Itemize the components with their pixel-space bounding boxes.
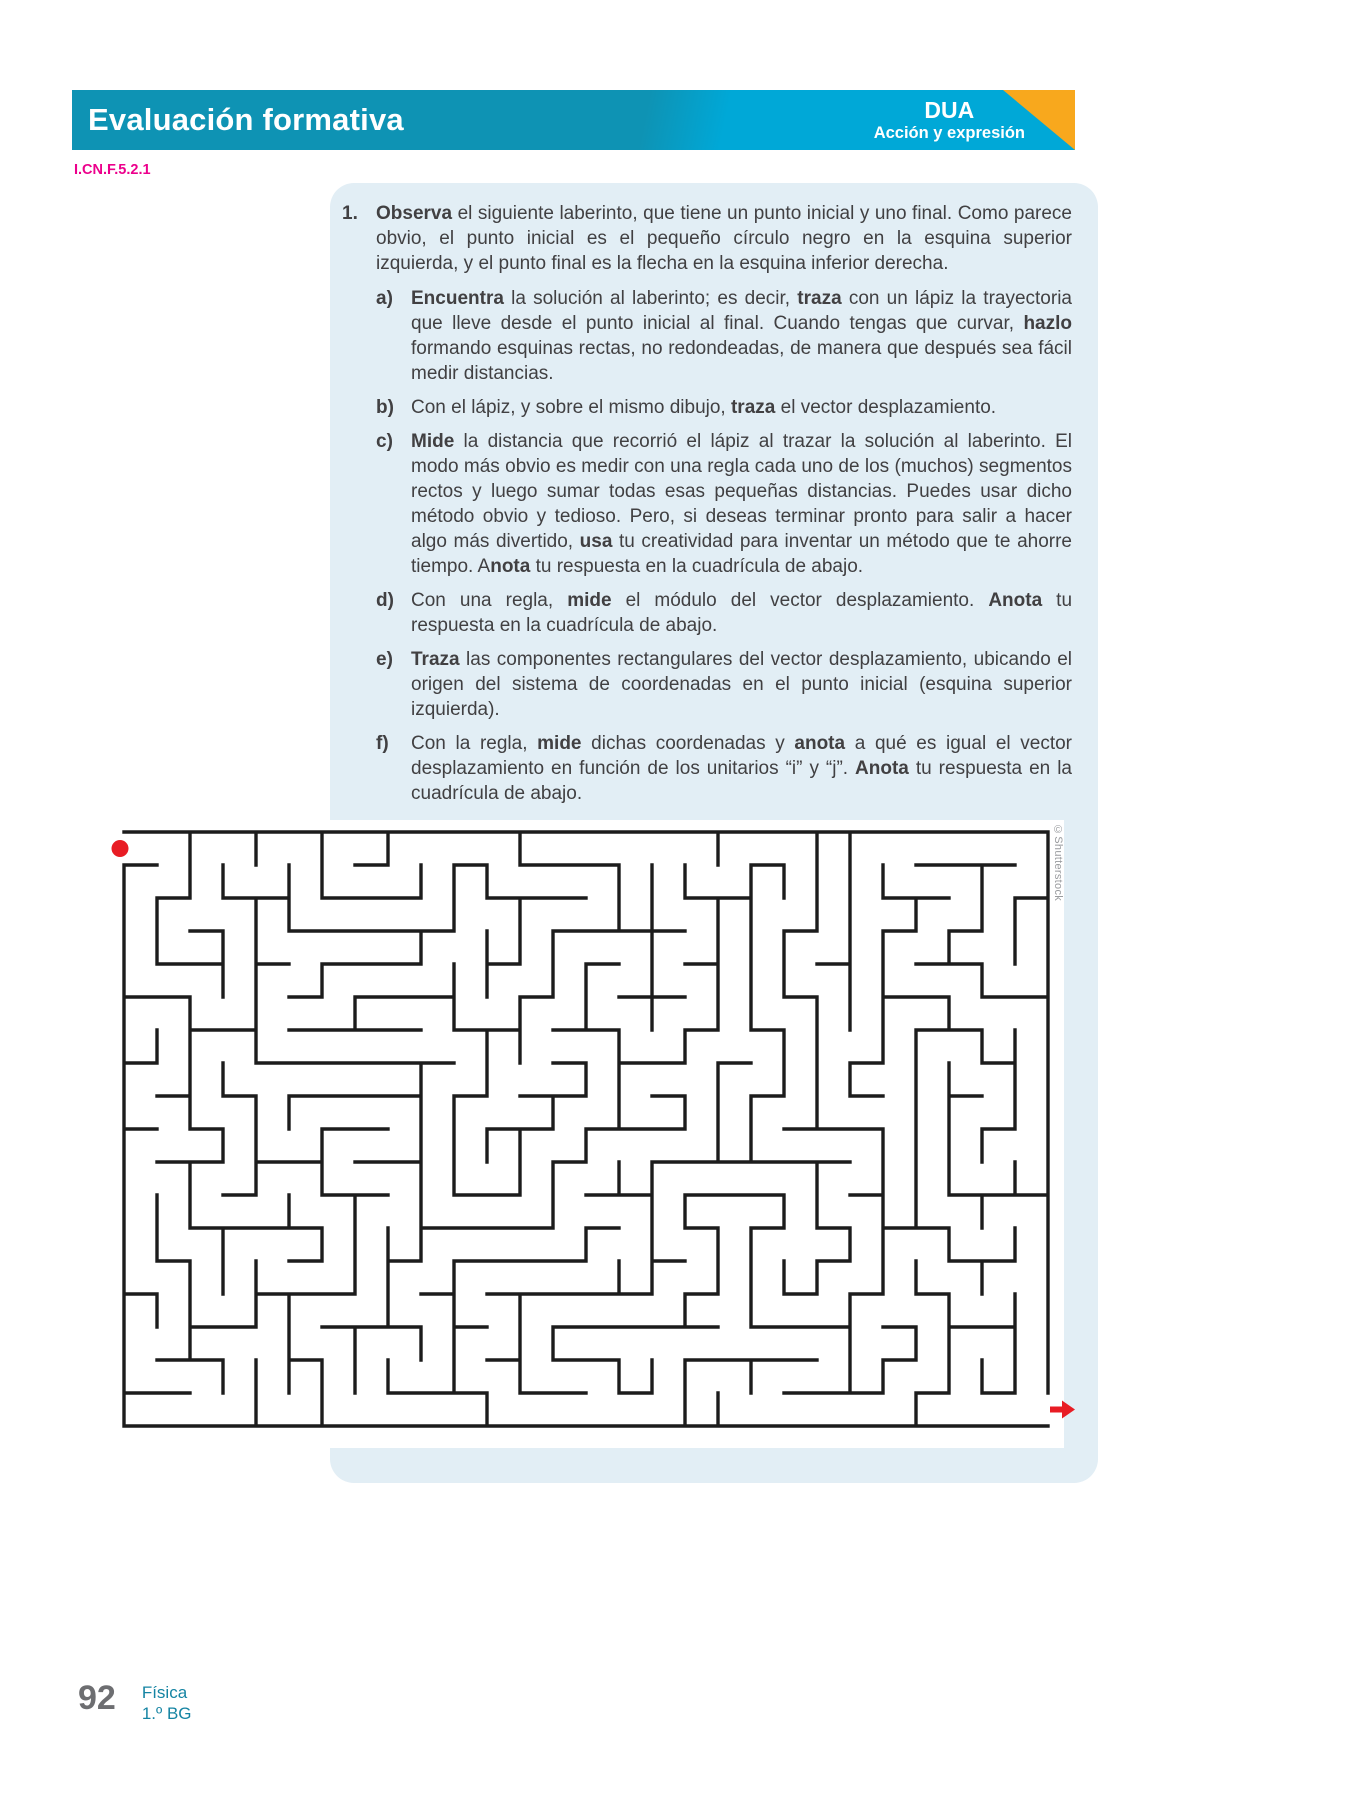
item-b-label: b) — [376, 397, 394, 418]
item-d-text: Con una regla, mide el módulo del vector desplazamiento. Anota tu respuesta en la cuadrícula de abajo. — [411, 590, 1073, 636]
exercise-item-c — [376, 429, 1072, 579]
footer-meta — [142, 1680, 192, 1724]
exercise-number: 1. — [342, 203, 358, 224]
item-a-label: a) — [376, 288, 393, 309]
maze-svg — [114, 820, 1089, 1440]
exercise-intro: Observa el siguiente laberinto, que tiene un punto inicial y uno final. Como parece obvio, el punto inicial es el pequeño círculo negro en la esquina superior izquierda, y el punto final es la flecha en la esquina inferior derecha. — [376, 203, 1072, 274]
maze-start-dot — [112, 840, 129, 857]
exercise-item-e — [376, 647, 1072, 722]
item-f-label: f) — [376, 733, 389, 754]
image-credit: ©Shutterstock — [1052, 824, 1064, 902]
exercise-item-d — [376, 588, 1072, 638]
header-banner — [72, 90, 1075, 150]
item-f-text: Con la regla, mide dichas coordenadas y anota a qué es igual el vector desplazamiento en función de los unitarios “i” y “j”. Anota tu respuesta en la cuadrícula de abajo. — [411, 733, 1072, 804]
page-footer — [78, 1680, 192, 1724]
item-a-text: Encuentra la solución al laberinto; es decir, traza con un lápiz la trayectoria que lleve desde el punto inicial al final. Cuando tengas que curvar, hazlo formando esquinas rectas, no redondeadas, de manera que después sea fácil medir distancias. — [411, 288, 1072, 384]
item-e-label: e) — [376, 649, 393, 670]
item-b-text: Con el lápiz, y sobre el mismo dibujo, traza el vector desplazamiento. — [411, 397, 997, 418]
item-e-text: Traza las componentes rectangulares del vector desplazamiento, ubicando el origen del sistema de coordenadas en el punto inicial (esquina superior izquierda). — [411, 649, 1072, 720]
exercise-item-f — [376, 731, 1072, 806]
item-d-label: d) — [376, 590, 394, 611]
page-title: Evaluación formativa — [88, 102, 404, 137]
item-c-text: Mide la distancia que recorrió el lápiz al trazar la solución al laberinto. El modo más obvio es medir con una regla cada uno de los (muchos) segmentos rectos y luego sumar todas esas pequeñas distancias. Puedes usar dicho método obvio y tedioso. Pero, si deseas terminar pronto para salir a hacer algo más divertido, usa tu creatividad para inventar un método que te ahorre tiempo. Anota tu respuesta en la cuadrícula de abajo. — [411, 431, 1072, 577]
standard-code: I.CN.F.5.2.1 — [74, 162, 151, 178]
dua-badge-title: DUA — [924, 97, 975, 123]
dua-badge-subtitle: Acción y expresión — [873, 124, 1025, 142]
dua-badge — [874, 97, 1025, 143]
exercise-item-a — [376, 286, 1072, 386]
item-c-label: c) — [376, 431, 393, 452]
maze-end-arrow-head — [1062, 1401, 1075, 1419]
exercise-item-b — [376, 395, 1072, 420]
exercise-body — [376, 201, 1072, 815]
footer-grade: 1.º BG — [141, 1704, 192, 1723]
maze-image — [114, 820, 1064, 1448]
exercise-1 — [342, 201, 1072, 815]
maze-walls — [124, 832, 1048, 1426]
footer-subject: Física — [141, 1683, 188, 1702]
page-number: 92 — [78, 1679, 116, 1717]
